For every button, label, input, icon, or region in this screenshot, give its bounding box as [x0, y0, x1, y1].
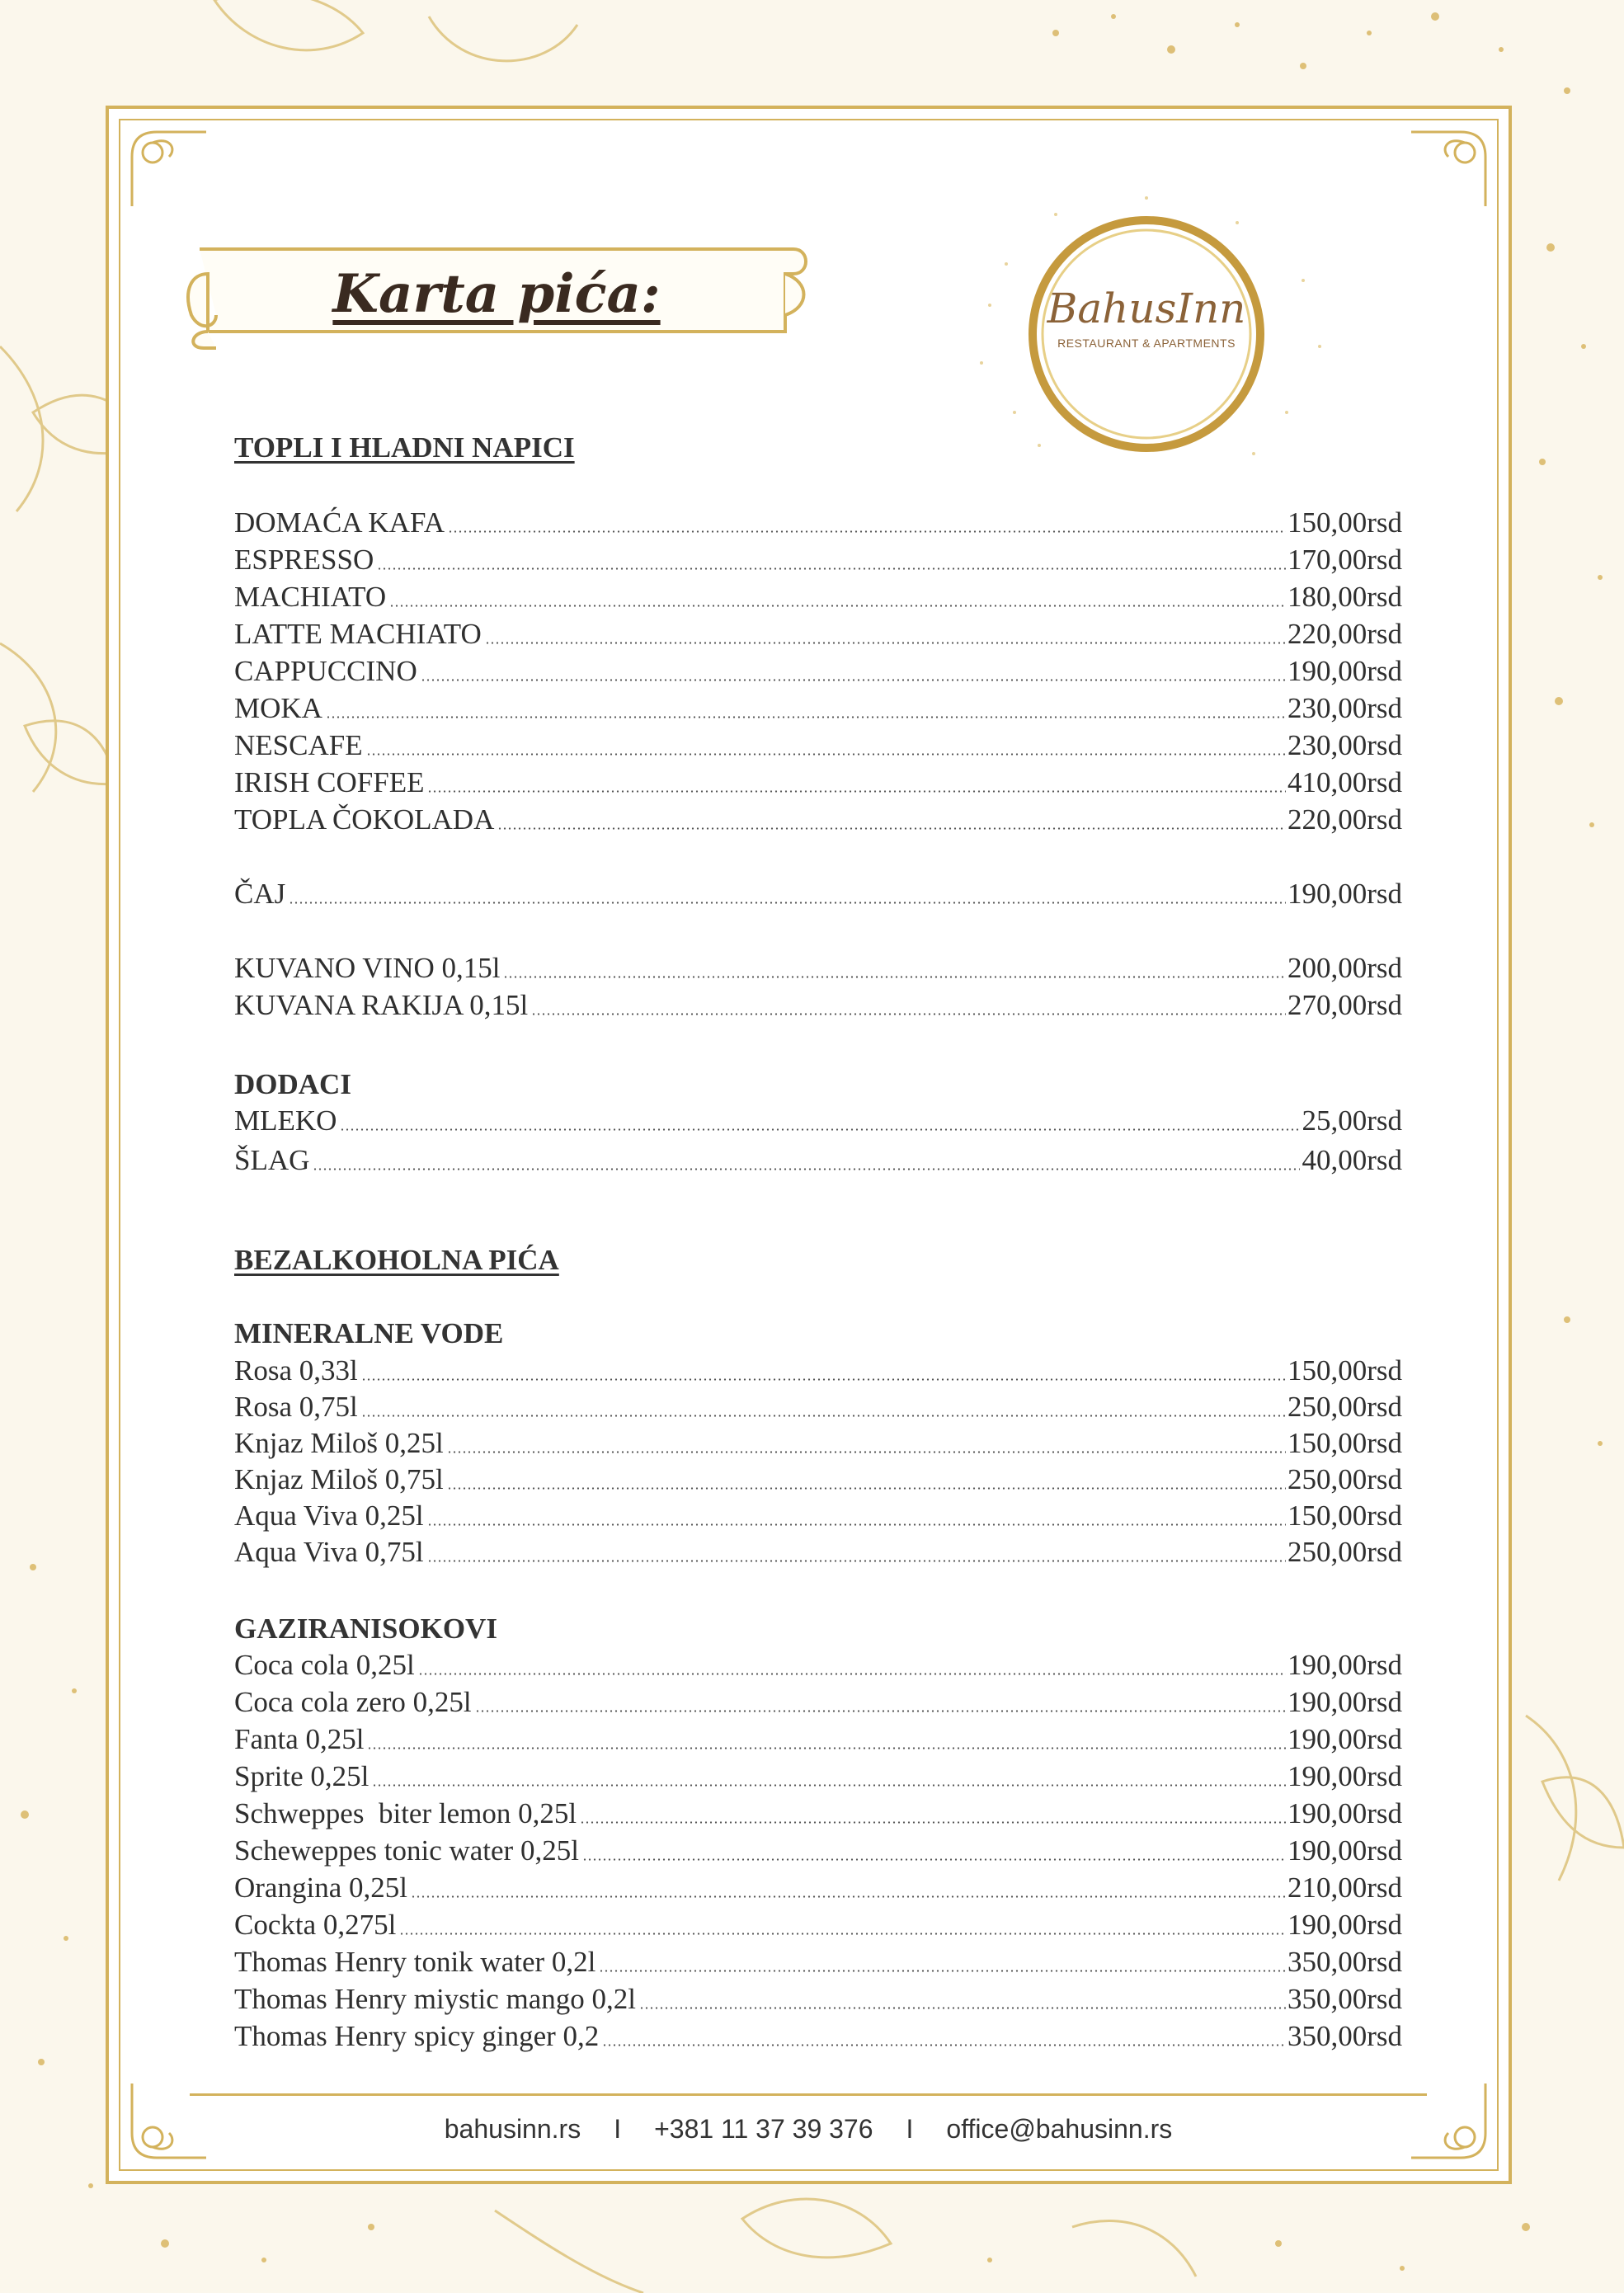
section-title-additions: DODACI [234, 1068, 351, 1100]
menu-item: Rosa 0,33l 150,00rsd [234, 1354, 1402, 1387]
menu-item: Thomas Henry tonik water 0,2l 350,00rsd [234, 1946, 1402, 1978]
email-link[interactable]: office@bahusinn.rs [946, 2114, 1173, 2144]
menu-title: Karta pića: [332, 262, 661, 325]
menu-item: MOKA 230,00rsd [234, 692, 1402, 724]
menu-item: Knjaz Miloš 0,25l 150,00rsd [234, 1427, 1402, 1459]
menu-item: Cockta 0,275l 190,00rsd [234, 1909, 1402, 1941]
menu-item: ESPRESSO 170,00rsd [234, 544, 1402, 576]
menu-item: Aqua Viva 0,25l 150,00rsd [234, 1500, 1402, 1532]
menu-item: Rosa 0,75l 250,00rsd [234, 1391, 1402, 1423]
menu-item: IRISH COFFEE 410,00rsd [234, 766, 1402, 798]
section-title-non-alcoholic: BEZALKOHOLNA PIĆA [234, 1244, 559, 1276]
corner-ornament-icon [124, 124, 214, 214]
menu-item: Scheweppes tonic water 0,25l 190,00rsd [234, 1834, 1402, 1867]
menu-item: Coca cola zero 0,25l 190,00rsd [234, 1686, 1402, 1718]
section-title-hot-cold-drinks: TOPLI I HLADNI NAPICI [234, 431, 575, 464]
menu-item: Thomas Henry spicy ginger 0,2 350,00rsd [234, 2020, 1402, 2052]
menu-item: Thomas Henry miystic mango 0,2l 350,00rsd [234, 1983, 1402, 2015]
corner-ornament-icon [1403, 124, 1494, 214]
phone-link[interactable]: +381 11 37 39 376 [654, 2114, 873, 2144]
menu-item: DOMAĆA KAFA 150,00rsd [234, 506, 1402, 539]
menu-item: NESCAFE 230,00rsd [234, 729, 1402, 761]
menu-item: ŠLAG 40,00rsd [234, 1144, 1402, 1176]
menu-item: Schweppes biter lemon 0,25l 190,00rsd [234, 1797, 1402, 1829]
menu-item: Aqua Viva 0,75l 250,00rsd [234, 1536, 1402, 1568]
menu-item: Coca cola 0,25l 190,00rsd [234, 1649, 1402, 1681]
menu-item: LATTE MACHIATO 220,00rsd [234, 618, 1402, 650]
menu-item: ČAJ 190,00rsd [234, 878, 1402, 910]
logo-subtitle: RESTAURANT & APARTMENTS [1057, 337, 1236, 350]
menu-item: Sprite 0,25l 190,00rsd [234, 1760, 1402, 1792]
footer-contact [190, 2114, 1427, 2145]
footer-separator: I [906, 2114, 914, 2144]
website-link[interactable]: bahusinn.rs [444, 2114, 581, 2144]
section-title-sodas: GAZIRANISOKOVI [234, 1613, 497, 1645]
menu-item: Fanta 0,25l 190,00rsd [234, 1723, 1402, 1755]
menu-item: KUVANA RAKIJA 0,15l 270,00rsd [234, 989, 1402, 1021]
menu-item: Orangina 0,25l 210,00rsd [234, 1872, 1402, 1904]
menu-item: CAPPUCCINO 190,00rsd [234, 655, 1402, 687]
footer-divider [190, 2093, 1427, 2096]
menu-item: Knjaz Miloš 0,75l 250,00rsd [234, 1463, 1402, 1495]
menu-item: TOPLA ČOKOLADA 220,00rsd [234, 803, 1402, 836]
logo-name: BahusInn [1047, 285, 1246, 332]
menu-item: MLEKO 25,00rsd [234, 1104, 1402, 1137]
menu-item: KUVANO VINO 0,15l 200,00rsd [234, 952, 1402, 984]
footer-separator: I [614, 2114, 622, 2144]
menu-item: MACHIATO 180,00rsd [234, 581, 1402, 613]
section-title-mineral-water: MINERALNE VODE [234, 1317, 504, 1349]
